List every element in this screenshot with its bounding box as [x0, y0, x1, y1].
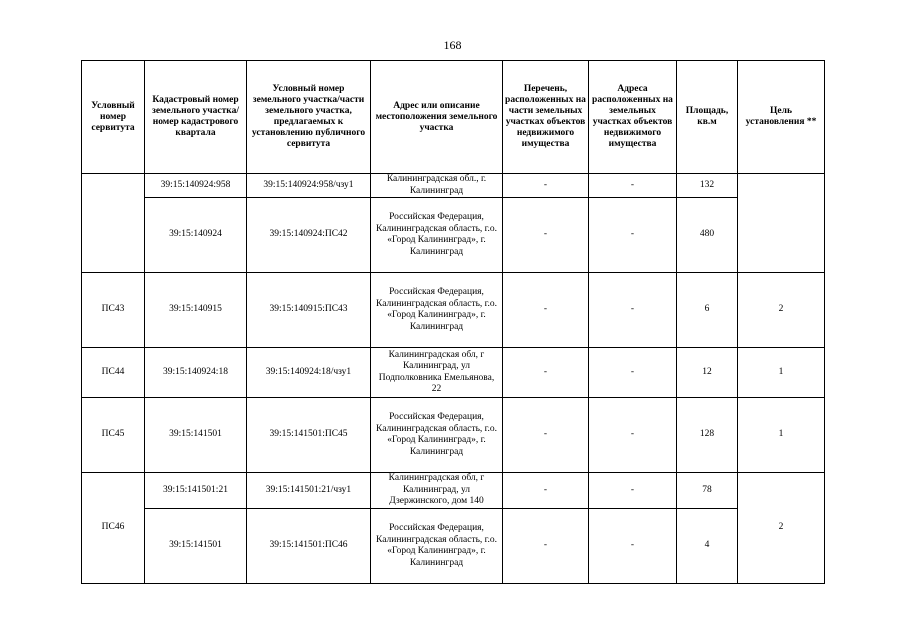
address-cell: Калининградская обл, г Калининград, ул Дзержинского, дом 140	[371, 473, 503, 509]
cadastral-cell: 39:15:141501	[145, 398, 247, 473]
header-purpose: Цель установления **	[738, 61, 825, 174]
area-cell: 78	[677, 473, 738, 509]
page-number: 168	[443, 38, 462, 52]
cadastral-cell: 39:15:140924:18	[145, 348, 247, 398]
table-row	[82, 398, 825, 473]
area-cell: 480	[677, 198, 738, 273]
address-cell: Российская Федерация, Калининградская область, г.о. «Город Калининград», г. Калининград	[371, 198, 503, 273]
servitude-cell-empty	[82, 174, 145, 273]
objects-cell: -	[503, 509, 589, 584]
address-cell: Калининградская обл., г. Калининград	[371, 174, 503, 198]
address-cell: Российская Федерация, Калининградская область, г.о. «Город Калининград», г. Калининград	[371, 509, 503, 584]
objects-address-cell: -	[589, 398, 677, 473]
header-cadastral-number: Кадастровый номер земельного участка/номер кадастрового квартала	[145, 61, 247, 174]
servitude-cell: ПС46	[82, 473, 145, 584]
objects-address-cell: -	[589, 473, 677, 509]
table-header-row	[82, 61, 825, 174]
header-area: Площадь, кв.м	[677, 61, 738, 174]
cadastral-cell: 39:15:140924	[145, 198, 247, 273]
area-cell: 128	[677, 398, 738, 473]
cadastral-cell: 39:15:141501:21	[145, 473, 247, 509]
header-objects-addresses: Адреса расположенных на земельных участках объектов недвижимого имущества	[589, 61, 677, 174]
cadastral-cell: 39:15:141501	[145, 509, 247, 584]
table-row	[82, 273, 825, 348]
area-cell: 6	[677, 273, 738, 348]
purpose-cell: 1	[738, 348, 825, 398]
table-row	[82, 348, 825, 398]
plot-cell: 39:15:141501:ПС46	[247, 509, 371, 584]
plot-cell: 39:15:140924:958/чзу1	[247, 174, 371, 198]
plot-cell: 39:15:140924:18/чзу1	[247, 348, 371, 398]
objects-cell: -	[503, 398, 589, 473]
servitude-cell: ПС44	[82, 348, 145, 398]
objects-address-cell: -	[589, 174, 677, 198]
objects-address-cell: -	[589, 198, 677, 273]
purpose-cell-empty	[738, 174, 825, 273]
objects-cell: -	[503, 273, 589, 348]
header-address: Адрес или описание местоположения земельного участка	[371, 61, 503, 174]
address-cell: Российская Федерация, Калининградская область, г.о. «Город Калининград», г. Калининград	[371, 398, 503, 473]
plot-cell: 39:15:140924:ПС42	[247, 198, 371, 273]
objects-cell: -	[503, 198, 589, 273]
objects-cell: -	[503, 348, 589, 398]
objects-cell: -	[503, 174, 589, 198]
header-objects-list: Перечень, расположенных на части земельных участках объектов недвижимого имущества	[503, 61, 589, 174]
table-row	[82, 509, 825, 584]
address-cell: Калининградская обл, г Калининград, ул Подполковника Емельянова, 22	[371, 348, 503, 398]
objects-address-cell: -	[589, 509, 677, 584]
objects-address-cell: -	[589, 348, 677, 398]
area-cell: 132	[677, 174, 738, 198]
objects-address-cell: -	[589, 273, 677, 348]
address-cell: Российская Федерация, Калининградская область, г.о. «Город Калининград», г. Калининград	[371, 273, 503, 348]
table-row	[82, 174, 825, 198]
servitude-cell: ПС43	[82, 273, 145, 348]
cadastral-cell: 39:15:140915	[145, 273, 247, 348]
purpose-cell: 2	[738, 273, 825, 348]
plot-cell: 39:15:141501:ПС45	[247, 398, 371, 473]
servitude-cell: ПС45	[82, 398, 145, 473]
plot-cell: 39:15:141501:21/чзу1	[247, 473, 371, 509]
servitude-table	[81, 60, 825, 584]
header-plot-number: Условный номер земельного участка/части земельного участка, предлагаемых к установлению публичного сервитута	[247, 61, 371, 174]
table-row	[82, 473, 825, 509]
cadastral-cell: 39:15:140924:958	[145, 174, 247, 198]
area-cell: 12	[677, 348, 738, 398]
purpose-cell: 1	[738, 398, 825, 473]
table-row	[82, 198, 825, 273]
plot-cell: 39:15:140915:ПС43	[247, 273, 371, 348]
area-cell: 4	[677, 509, 738, 584]
objects-cell: -	[503, 473, 589, 509]
header-servitude-number: Условный номер сервитута	[82, 61, 145, 174]
purpose-cell: 2	[738, 473, 825, 584]
